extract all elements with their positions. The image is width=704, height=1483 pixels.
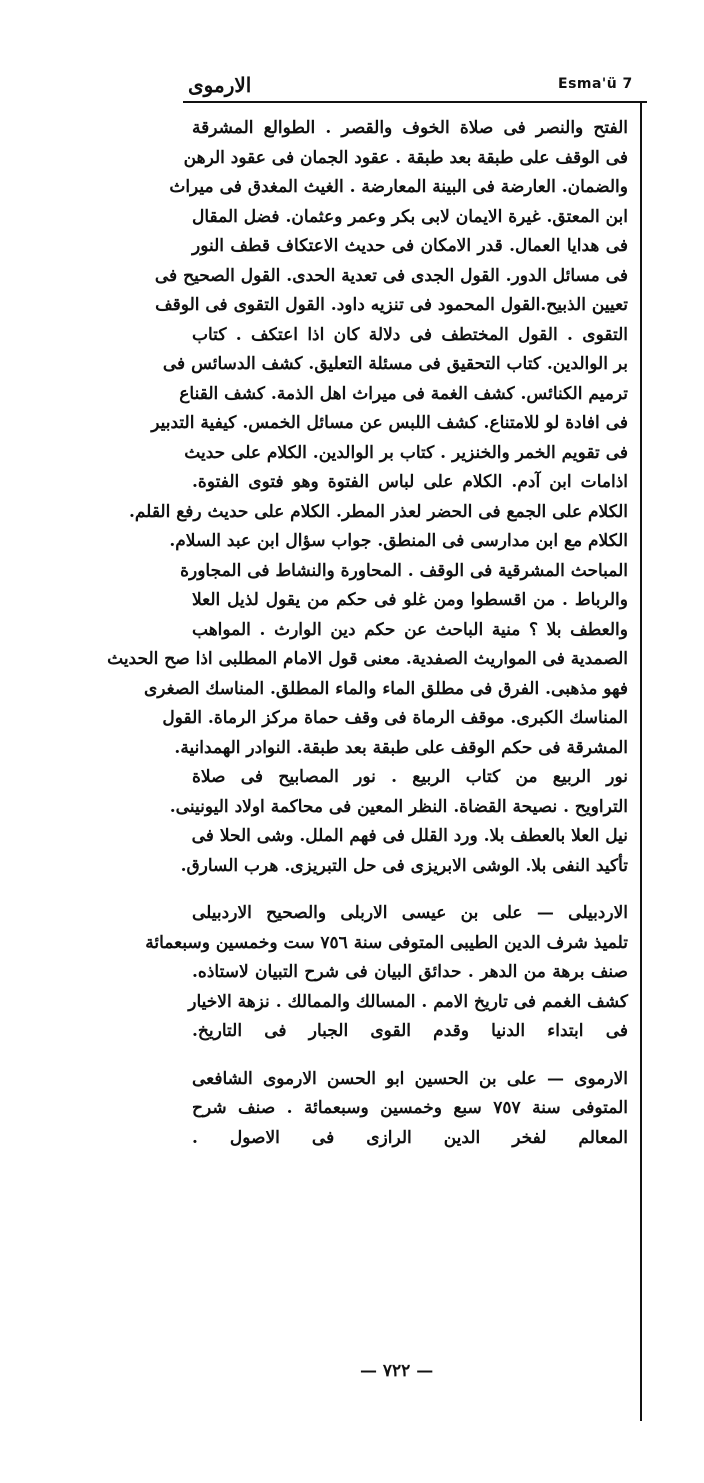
paragraph-armawi-entry xyxy=(192,1065,628,1154)
text-line: تأكيد النفى بلا. الوشى الابريزى فى حل التبريزى. هرب السارق. xyxy=(180,855,628,876)
text-line: فى افادة لو للامتناع. كشف اللبس عن مسائل الخمس. كيفية التدبير xyxy=(151,413,628,433)
paragraph-gap xyxy=(192,1047,628,1065)
text-line: الارموى — على بن الحسين ابو الحسن الارموى الشافعى xyxy=(192,1068,628,1089)
text-line: الفتح والنصر فى صلاة الخوف والقصر . الطوالع المشرقة xyxy=(192,118,628,138)
page-body xyxy=(107,114,628,1153)
paragraph-gap xyxy=(192,881,628,899)
text-line: المتوفى سنة ٧٥٧ سبع وخمسين وسبعمائة . صنف شرح xyxy=(192,1098,628,1118)
text-line: الكلام مع ابن مدارسى فى المنطق. جواب سؤال ابن عبد السلام. xyxy=(169,531,628,551)
text-line: ابن المعتق. غيرة الايمان لابى بكر وعمر وعثمان. فضل المقال xyxy=(192,206,628,227)
text-line: والرباط . من اقسطوا ومن غلو فى حكم من يقول لذيل العلا xyxy=(192,590,628,610)
text-line: فى الوقف على طبقة بعد طبقة . عقود الجمان فى عقود الرهن xyxy=(183,147,628,168)
running-header-title: الارموى xyxy=(188,73,252,97)
text-line: التقوى . القول المختطف فى دلالة كان اذا اعتكف . كتاب xyxy=(192,324,628,345)
text-line: نور الربيع من كتاب الربيع . نور المصابيح فى صلاة xyxy=(192,767,628,787)
text-line: تعيين الذبيح.القول المحمود فى تنزيه داود. القول التقوى فى الوقف xyxy=(155,295,628,315)
text-line: والعطف بلا ؟ منية الباحث عن حكم دين الوارث . المواهب xyxy=(192,619,628,640)
text-line: تلميذ شرف الدين الطيبى المتوفى سنة ٧٥٦ ست وخمسين وسبعمائة xyxy=(145,932,628,953)
text-line: المعالم لفخر الدين الرازى فى الاصول . xyxy=(192,1127,628,1148)
text-line: المباحث المشرقية فى الوقف . المحاورة والنشاط فى المجاورة xyxy=(180,560,628,581)
text-line: والضمان. العارضة فى البينة المعارضة . الغيث المغدق فى ميراث xyxy=(169,177,628,197)
text-line: كشف الغمم فى تاريخ الامم . المسالك والممالك . نزهة الاخيار xyxy=(188,991,628,1012)
text-line: ترميم الكنائس. كشف الغمة فى ميراث اهل الذمة. كشف القناع xyxy=(179,383,628,404)
text-line: فى ابتداء الدنيا وقدم القوى الجبار فى التاريخ. xyxy=(192,1021,628,1041)
text-line: الكلام على الجمع فى الحضر لعذر المطر. الكلام على حديث رفع القلم. xyxy=(128,501,628,522)
text-line: فى مسائل الدور. القول الجدى فى تعدية الحدى. القول الصحيح فى xyxy=(154,265,628,286)
text-line: المناسك الكبرى. موقف الرماة فى وقف حماة مركز الرماة. القول xyxy=(162,708,628,728)
text-line: بر الوالدين. كتاب التحقيق فى مسئلة التعليق. كشف الدسائس فى xyxy=(162,354,628,374)
text-line: المشرقة فى حكم الوقف على طبقة بعد طبقة. النوادر الهمدانية. xyxy=(174,737,628,758)
paragraph-ardabili-entry xyxy=(145,899,628,1047)
text-line: اذامات ابن آدم. الكلام على لباس الفتوة وهو فتوى الفتوة. xyxy=(192,472,628,492)
text-line: صنف برهة من الدهر . حدائق البيان فى شرح التبيان لاستاذه. xyxy=(192,962,628,982)
text-line: الاردبيلى — على بن عيسى الاربلى والصحيح الاردبيلى xyxy=(192,903,628,923)
text-line: فى تقويم الخمر والخنزير . كتاب بر الوالدين. الكلام على حديث xyxy=(184,442,628,463)
text-line: التراويح . نصيحة القضاة. النظر المعين فى محاكمة اولاد اليونينى. xyxy=(169,796,628,817)
paragraph-works-list xyxy=(107,114,628,881)
text-line: فى هدايا العمال. قدر الامكان فى حديث الاعتكاف قطف النور xyxy=(192,236,628,256)
text-line: فهو مذهبى. الفرق فى مطلق الماء والماء المطلق. المناسك الصغرى xyxy=(143,678,628,699)
text-line: الصمدية فى المواريث الصفدية. معنى قول الامام المطلبى اذا صح الحديث xyxy=(107,649,628,669)
text-line: نيل العلا بالعطف بلا. ورد القلل فى فهم الملل. وشى الحلا فى xyxy=(191,826,628,846)
running-header-left: Esma'ü 7 xyxy=(558,76,633,92)
page-number: — ٧٢٢ — xyxy=(360,1361,434,1381)
margin-rule xyxy=(640,101,642,1421)
header-rule xyxy=(183,101,647,103)
